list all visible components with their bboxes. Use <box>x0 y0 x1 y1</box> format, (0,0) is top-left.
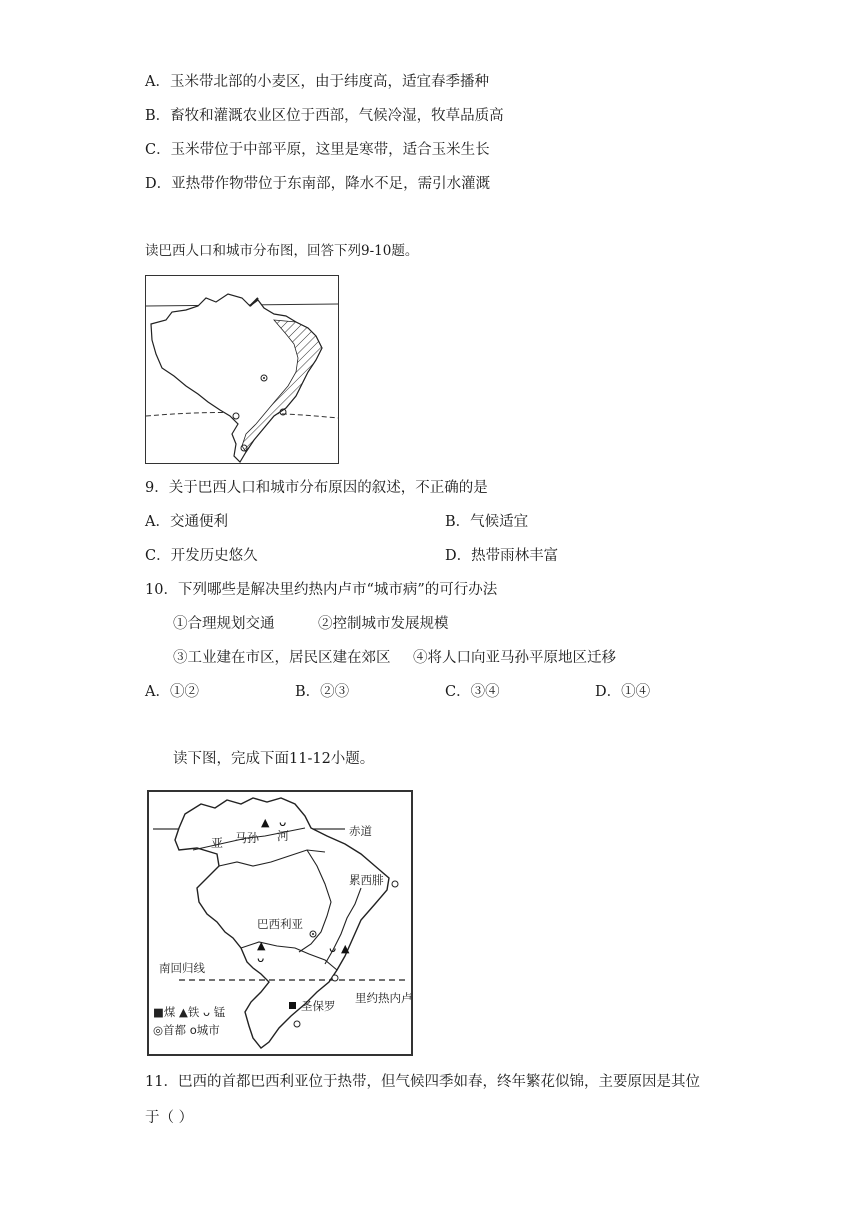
q8-option-c: C．玉米带位于中部平原，这里是寒带，适合玉米生长 <box>145 142 490 158</box>
iron-icon: ▲ <box>261 816 270 829</box>
manganese-icon: ᴗ <box>279 815 287 829</box>
q9-option-a: A．交通便利 <box>145 514 228 530</box>
q10-item-3: ③工业建在市区，居民区建在郊区 <box>173 650 391 666</box>
q9-option-c: C．开发历史悠久 <box>145 548 258 564</box>
q9-option-b: B．气候适宜 <box>445 514 529 530</box>
q10-option-b: B．②③ <box>295 684 350 700</box>
q8-option-a: A．玉米带北部的小麦区，由于纬度高，适宜春季播种 <box>145 74 489 90</box>
brasilia-label: 巴西利亚 <box>257 917 303 931</box>
amazon-label-2: 马孙 <box>235 831 260 845</box>
q10-option-a: A．①② <box>145 684 199 700</box>
amazon-label-3: 河 <box>277 829 290 843</box>
equator-label: 赤道 <box>349 824 372 838</box>
q10-item-4: ④将人口向亚马孙平原地区迁移 <box>413 650 616 666</box>
brazil-population-map-svg <box>146 276 338 463</box>
q11-stem-line-2: 于（ ） <box>145 1110 194 1126</box>
q11-stem-line-1: 11．巴西的首都巴西利亚位于热带，但气候四季如春，终年繁花似锦，主要原因是其位 <box>145 1074 700 1090</box>
coal-icon <box>289 1002 296 1009</box>
q10-stem: 10．下列哪些是解决里约热内卢市“城市病”的可行办法 <box>145 582 498 598</box>
q10-option-d: D．①④ <box>595 684 651 700</box>
q8-option-d: D．亚热带作物带位于东南部，降水不足，需引水灌溉 <box>145 176 491 192</box>
q9-stem: 9．关于巴西人口和城市分布原因的叙述，不正确的是 <box>145 480 488 496</box>
brazil-resources-map <box>147 790 413 1056</box>
recife-label: 累西腓 <box>349 873 384 887</box>
manganese-icon: ᴗ <box>329 941 337 955</box>
saopaulo-label: 圣保罗 <box>301 999 336 1013</box>
q8-option-b: B．畜牧和灌溉农业区位于西部，气候冷湿，牧草品质高 <box>145 108 504 124</box>
tropic-label: 南回归线 <box>159 961 205 975</box>
manganese-icon: ᴗ <box>257 951 265 965</box>
saopaulo-city-marker <box>294 1021 300 1027</box>
iron-icon: ▲ <box>341 942 350 955</box>
brazil-resources-map-svg <box>149 792 411 1054</box>
q9-option-d: D．热带雨林丰富 <box>445 548 559 564</box>
iron-icon: ▲ <box>257 939 266 952</box>
intro-11-12: 读下图，完成下面11-12小题。 <box>173 751 375 767</box>
rio-label: 里约热内卢 <box>355 991 411 1005</box>
amazon-label-1: 亚 <box>211 836 224 850</box>
q10-option-c: C．③④ <box>445 684 500 700</box>
legend-row-2: ◎首都 o城市 <box>153 1023 220 1037</box>
legend-row-1: ■煤 ▲铁 ᴗ 锰 <box>153 1005 226 1019</box>
q10-item-1: ①合理规划交通 <box>173 616 275 632</box>
rio-city-marker <box>332 975 338 981</box>
recife-city-marker <box>392 881 398 887</box>
brazil-population-map <box>145 275 339 464</box>
q10-item-2: ②控制城市发展规模 <box>318 616 449 632</box>
intro-9-10: 读巴西人口和城市分布图，回答下列9-10题。 <box>145 243 419 259</box>
